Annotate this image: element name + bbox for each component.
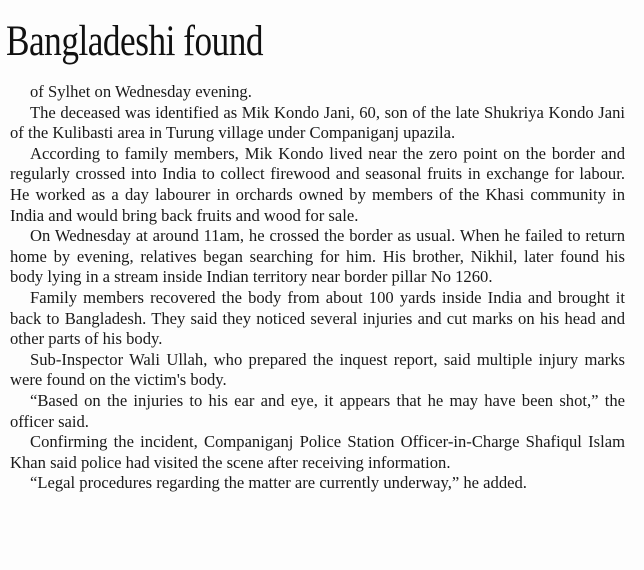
paragraph-4: On Wednesday at around 11am, he crossed the border as usual. When he failed to return home by evening, relatives began searching for him. His brother, Nikhil, later found his body lying in a stream inside Indian territory near border pillar No 1260. — [10, 226, 625, 287]
paragraph-2: The deceased was identified as Mik Kondo Jani, 60, son of the late Shukriya Kondo Jani of the Kulibasti area in Turung village under Companiganj upazila. — [10, 102, 625, 143]
paragraph-1: of Sylhet on Wednesday evening. — [30, 82, 252, 101]
paragraph-6: Sub-Inspector Wali Ullah, who prepared the inquest report, said multiple injury marks were found on the victim's body. — [10, 349, 625, 390]
paragraph-3: According to family members, Mik Kondo lived near the zero point on the border and regularly crossed into India to collect firewood and seasonal fruits in exchange for labour. He worked as a day labourer in orchards owned by members of the Khasi community in India and would bring back fruits and wood for sale. — [10, 143, 625, 225]
paragraph-7: “Based on the injuries to his ear and eye, it appears that he may have been shot,” the officer said. — [10, 390, 625, 431]
paragraph-9: “Legal procedures regarding the matter are currently underway,” he added. — [30, 473, 527, 493]
paragraph-5: Family members recovered the body from about 100 yards inside India and brought it back to Bangladesh. They said they noticed several injuries and cut marks on his head and other parts of his body. — [10, 287, 625, 349]
article-body — [10, 82, 625, 494]
headline: Bangladeshi found — [6, 18, 264, 65]
paragraph-8: Confirming the incident, Companiganj Police Station Officer-in-Charge Shafiqul Islam Khan said police had visited the scene after receiving information. — [10, 432, 625, 472]
